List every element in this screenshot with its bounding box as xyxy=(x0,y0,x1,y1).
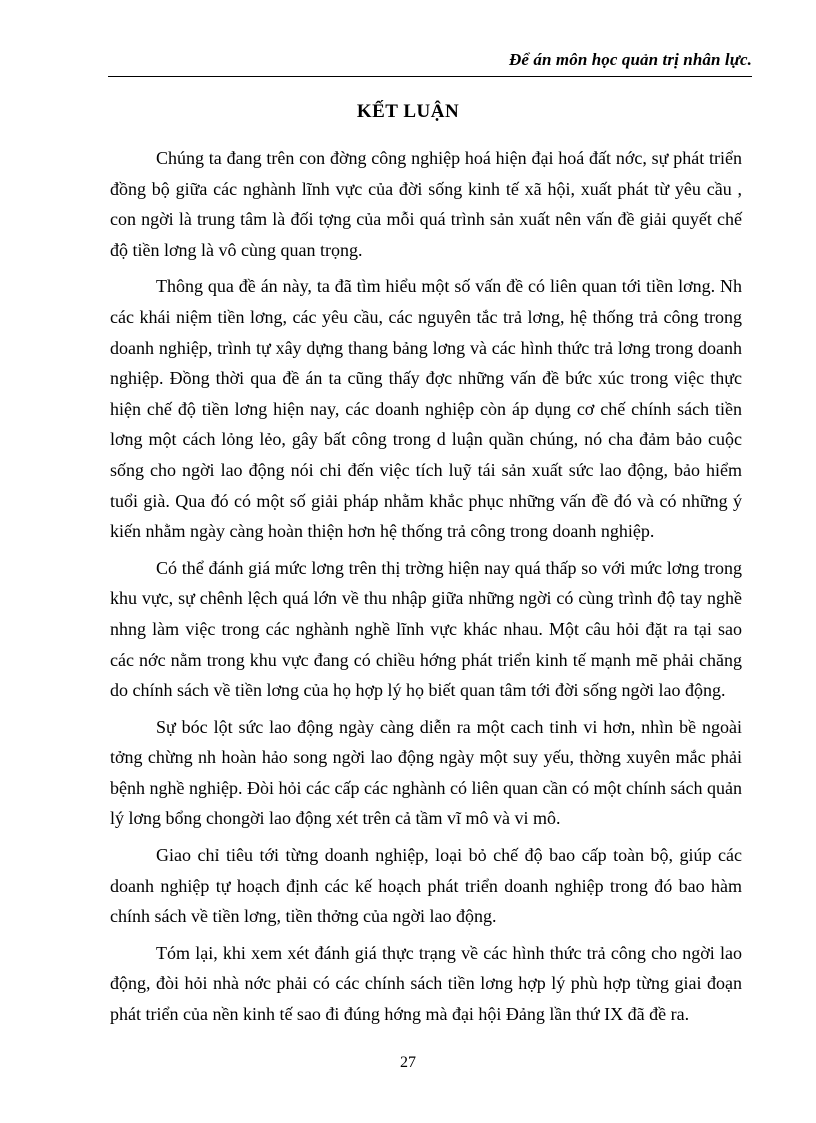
document-body xyxy=(110,143,742,1030)
paragraph-6: Tóm lại, khi xem xét đánh giá thực trạng về các hình thức trả công cho ngời lao động, đòi hỏi nhà nớc phải có các chính sách tiền lơng hợp lý phù hợp từng giai đoạn phát triển của nền kinh tế sao đi đúng hớng mà đại hội Đảng lần thứ IX đã đề ra. xyxy=(110,942,742,1025)
paragraph-5: Giao chỉ tiêu tới từng doanh nghiệp, loại bỏ chế độ bao cấp toàn bộ, giúp các doanh nghiệp tự hoạch định các kế hoạch phát triển doanh nghiệp trong đó bao hàm chính sách về tiền lơng, tiền thởng của ngời lao động. xyxy=(110,845,742,927)
paragraph-1: Chúng ta đang trên con đờng công nghiệp hoá hiện đại hoá đất nớc, sự phát triển đồng bộ giữa các nghành lĩnh vực của đời sống kinh tế xã hội, xuất phát từ yêu cầu , con ngời là trung tâm là đối tợng của mỗi quá trình sản xuất nên vấn đề giải quyết chế độ tiền lơng là vô cùng quan trọng. xyxy=(110,148,742,260)
paragraph-4: Sự bóc lột sức lao động ngày càng diễn ra một cach tinh vi hơn, nhìn bề ngoài tởng chừng nh hoàn hảo song ngời lao động ngày một suy yếu, thờng xuyên mắc phải bệnh nghề nghiệp. Đòi hỏi các cấp các nghành có liên quan cần có một chính sách quản lý lơng bổng chongời lao động xét trên cả tầm vĩ mô và vi mô. xyxy=(110,716,742,829)
paragraph-3: Có thể đánh giá mức lơng trên thị trờng hiện nay quá thấp so với mức lơng trong khu vực, sự chênh lệch quá lớn về thu nhập giữa những ngời có cùng trình độ tay nghề nhng làm việc trong các nghành nghề lĩnh vực khác nhau. Một câu hỏi đặt ra tại sao các nớc nằm trong khu vực đang có chiều hớng phát triển kinh tế mạnh mẽ phải chăng do chính sách về tiền lơng của họ hợp lý họ biết quan tâm tới đời sống ngời lao động. xyxy=(110,557,742,701)
header-title: Để án môn học quản trị nhân lực. xyxy=(509,50,752,69)
page-number: 27 xyxy=(400,1054,416,1071)
paragraph-2: Thông qua đề án này, ta đã tìm hiểu một số vấn đề có liên quan tới tiền lơng. Nh các khái niệm tiền lơng, các yêu cầu, các nguyên tắc trả lơng, hệ thống trả công trong doanh nghiệp, trình tự xây dựng thang bảng lơng và các hình thức trả lơng trong doanh nghiệp. Đồng thời qua đề án ta cũng thấy đợc những vấn đề bức xúc trong việc thực hiện chế độ tiền lơng hiện nay, các doanh nghiệp còn áp dụng cơ chế chính sách tiền lơng một cách lỏng lẻo, gây bất công trong d luận quần chúng, nó cha đảm bảo cuộc sống cho ngời lao động nói chi đến việc tích luỹ tái sản xuất sức lao động, bảo hiểm tuổi già. Qua đó có một số giải pháp nhằm khắc phục những vấn đề đó và có những ý kiến nhằm ngày càng hoàn thiện hơn hệ thống trả công trong doanh nghiệp. xyxy=(110,276,742,542)
section-title: KẾT LUẬN xyxy=(356,101,460,122)
running-header xyxy=(108,48,752,77)
